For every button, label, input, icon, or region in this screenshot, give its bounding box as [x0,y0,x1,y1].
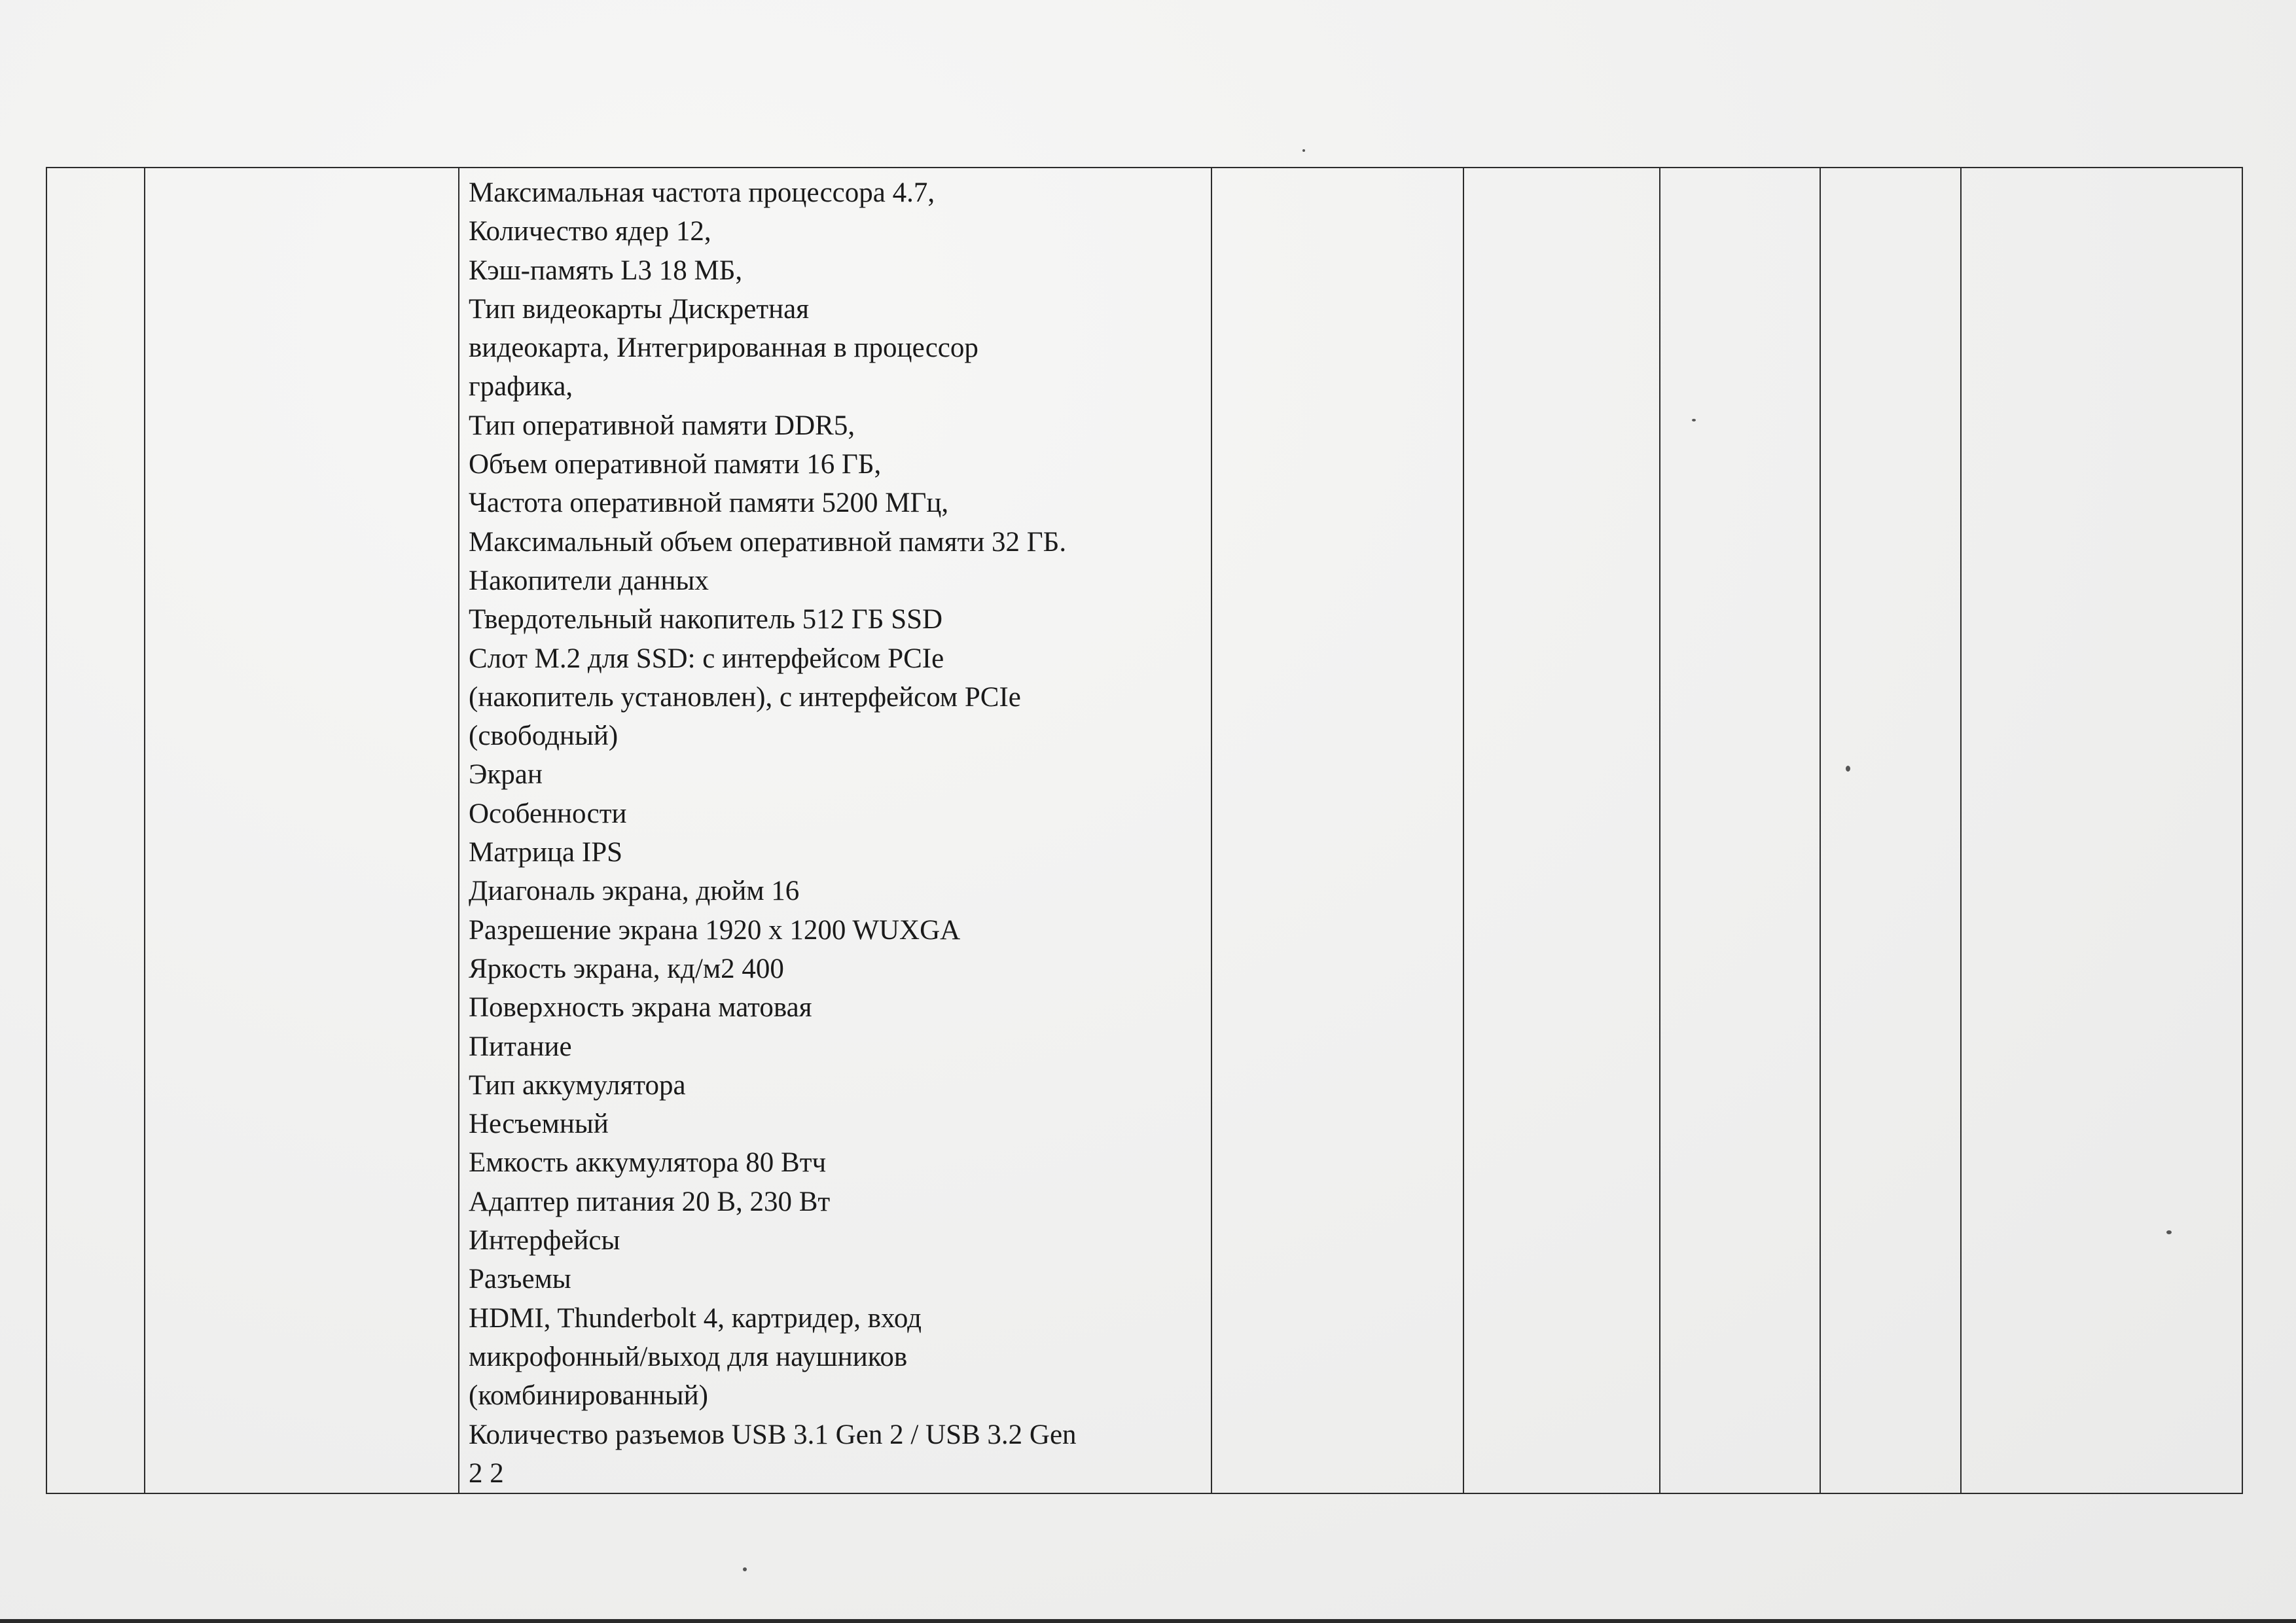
spec-line: Матрица IPS [469,837,623,868]
spec-line: (комбинированный) [469,1380,708,1412]
spec-lines [469,173,1202,1493]
spec-line: графика, [469,371,573,402]
spec-line: Слот M.2 для SSD: с интерфейсом PCIe [469,643,944,674]
spec-line: Накопители данных [469,565,709,596]
scan-bottom-edge [0,1619,2296,1623]
scan-speck [1302,149,1305,152]
spec-line: Кэш-память L3 18 МБ, [469,255,743,286]
spec-line: Объем оперативной памяти 16 ГБ, [469,449,882,480]
table-cell-empty [1211,168,1463,1493]
scan-speck [2166,1230,2172,1234]
spec-table [46,167,2243,1494]
table-cell-number [46,168,145,1493]
spec-line: Количество ядер 12, [469,216,711,247]
spec-line: Яркость экрана, кд/м2 400 [469,953,784,984]
spec-line: (накопитель установлен), с интерфейсом PCIe [469,681,1021,713]
spec-line: Разъемы [469,1264,571,1295]
spec-line: Экран [469,759,543,791]
spec-line: HDMI, Thunderbolt 4, картридер, вход [469,1302,922,1334]
scan-speck [743,1567,747,1571]
spec-line: Поверхность экрана матовая [469,992,812,1024]
spec-line: Количество разъемов USB 3.1 Gen 2 / USB 3.2 Gen [469,1419,1077,1450]
spec-line: Адаптер питания 20 В, 230 Вт [469,1186,831,1217]
table-cell-empty [1961,168,2242,1493]
spec-line: Несъемный [469,1109,609,1140]
spec-line: Максимальный объем оперативной памяти 32 ГБ. [469,526,1067,558]
scan-speck [1692,419,1696,421]
spec-line: Тип оперативной памяти DDR5, [469,410,855,441]
spec-line: (свободный) [469,721,619,752]
spec-line: Особенности [469,798,627,829]
spec-line: Твердотельный накопитель 512 ГБ SSD [469,604,943,635]
spec-line: Тип аккумулятора [469,1069,686,1101]
spec-line: Емкость аккумулятора 80 Втч [469,1147,827,1179]
spec-line: Разрешение экрана 1920 x 1200 WUXGA [469,914,961,946]
spec-line: Частота оперативной памяти 5200 МГц, [469,488,949,519]
table-cell-empty [1660,168,1820,1493]
table-cell-specifications [459,168,1211,1493]
scan-speck [1846,766,1850,772]
spec-line: Тип видеокарты Дискретная [469,293,810,325]
spec-line: микрофонный/выход для наушников [469,1341,908,1372]
spec-line: Диагональ экрана, дюйм 16 [469,876,800,907]
table-row [46,168,2242,1493]
table-cell-empty [1820,168,1961,1493]
table-cell-name [145,168,459,1493]
spec-line: Интерфейсы [469,1225,620,1257]
spec-line: 2 2 [469,1457,504,1489]
spec-line: видеокарта, Интегрированная в процессор [469,332,978,364]
spec-line: Питание [469,1031,572,1062]
table-cell-empty [1463,168,1660,1493]
spec-line: Максимальная частота процессора 4.7, [469,177,935,208]
